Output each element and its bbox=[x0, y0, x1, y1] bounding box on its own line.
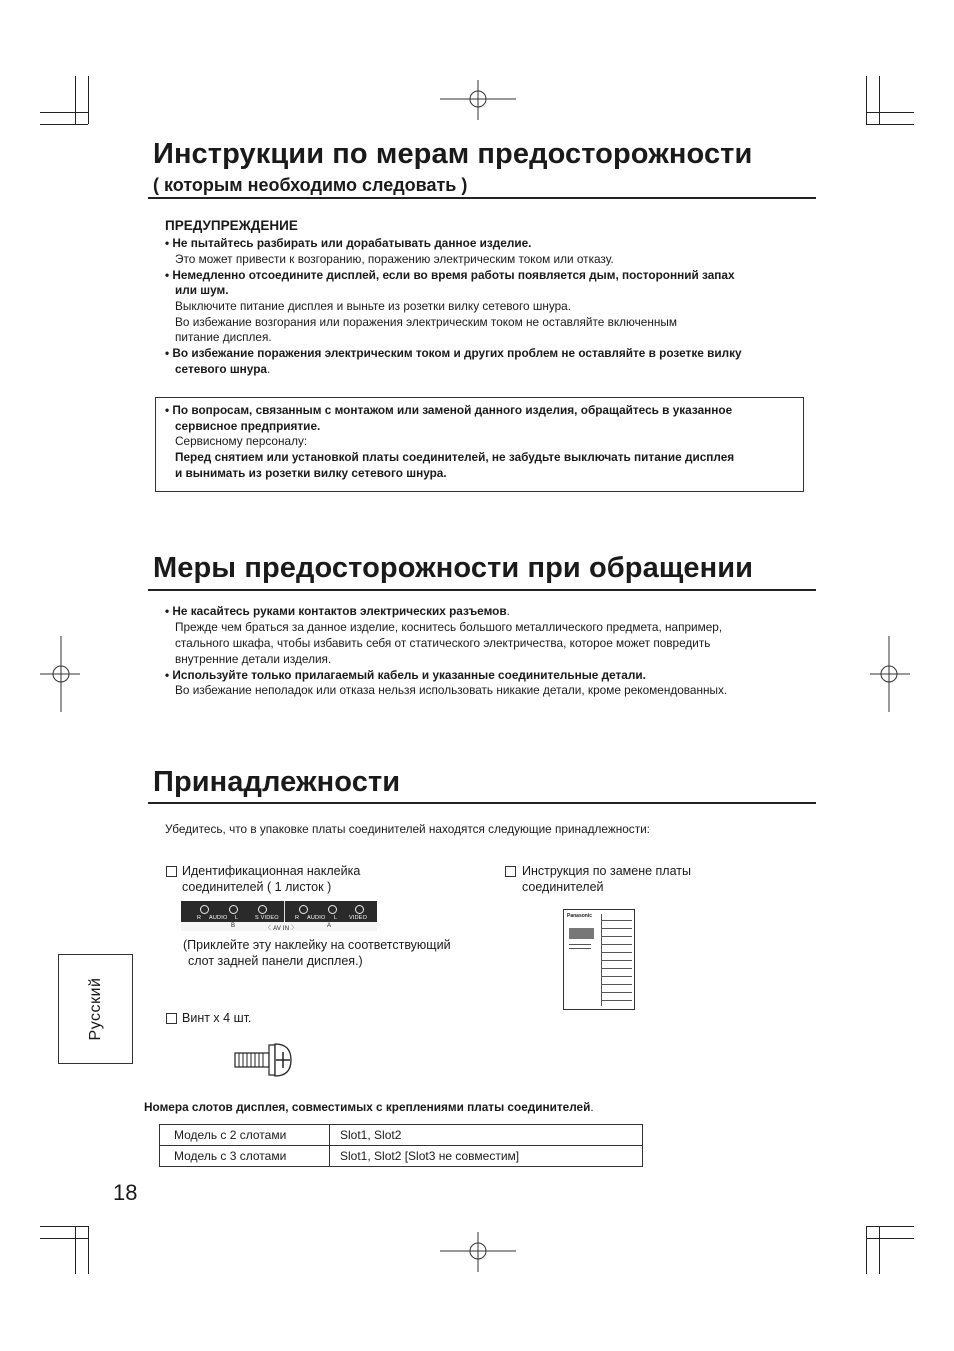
sticker-label: R bbox=[295, 915, 300, 921]
warning-item-3-bold: сетевого шнура bbox=[175, 362, 267, 376]
connector-id-sticker bbox=[181, 901, 377, 931]
service-notice-line: и вынимать из розетки вилку сетевого шнура. bbox=[175, 466, 447, 480]
jack-icon bbox=[328, 905, 337, 914]
booklet-line bbox=[602, 960, 632, 961]
crop-mark bbox=[866, 76, 867, 124]
crop-mark bbox=[40, 124, 88, 125]
section-title-handling: Меры предосторожности при обращении bbox=[153, 552, 754, 584]
sticker-group-av: 〈 AV IN 〉 bbox=[265, 926, 298, 932]
booklet-line bbox=[602, 952, 632, 953]
sticker-label: VIDEO bbox=[349, 915, 368, 921]
sticker-label: AUDIO bbox=[209, 915, 228, 921]
jack-icon bbox=[229, 905, 238, 914]
accessory-sticker-label: соединителей ( 1 листок ) bbox=[182, 880, 332, 894]
booklet-line bbox=[602, 984, 632, 985]
registration-mark-icon bbox=[870, 636, 910, 712]
service-notice-line: • По вопросам, связанным с монтажом или заменой данного изделия, обращайтесь в указанное bbox=[165, 403, 733, 417]
crop-mark bbox=[866, 1238, 914, 1239]
warning-item-3: • Во избежание поражения электрическим током и других проблем не оставляйте в розетке вилку bbox=[165, 346, 742, 360]
warning-item-3-cont bbox=[166, 362, 270, 378]
warning-item-2-text: Во избежание возгорания или поражения электрическим током не оставляйте включенным bbox=[175, 315, 677, 329]
sticker-label: AUDIO bbox=[307, 915, 326, 921]
sticker-instruction: слот задней панели дисплея.) bbox=[188, 954, 363, 968]
crop-mark bbox=[40, 1226, 88, 1227]
language-tab bbox=[58, 954, 133, 1064]
sticker-group-b: B bbox=[231, 923, 236, 929]
booklet-image bbox=[569, 928, 594, 939]
slots-heading bbox=[144, 1100, 594, 1116]
manual-booklet-icon bbox=[563, 909, 635, 1010]
accessory-sticker-label: Идентификационная наклейка bbox=[182, 864, 361, 878]
sticker-divider bbox=[284, 901, 285, 922]
table-cell-model: Модель с 3 слотами bbox=[160, 1146, 330, 1167]
sticker-strip bbox=[181, 922, 377, 931]
checkbox-icon bbox=[166, 1013, 177, 1024]
warning-item-1-text: Это может привести к возгоранию, поражению электрическим током или отказу. bbox=[175, 252, 614, 266]
booklet-line bbox=[602, 944, 632, 945]
slots-table bbox=[159, 1124, 643, 1167]
section-divider bbox=[148, 589, 816, 591]
crop-mark bbox=[88, 1226, 89, 1274]
section-title-safety: Инструкции по мерам предосторожности bbox=[153, 138, 753, 170]
section-divider bbox=[148, 197, 816, 199]
service-notice-line: сервисное предприятие. bbox=[175, 419, 321, 433]
booklet-line bbox=[602, 976, 632, 977]
handling-item-1-bold: • Не касайтесь руками контактов электрических разъемов bbox=[165, 604, 507, 618]
accessories-intro: Убедитесь, что в упаковке платы соединителей находятся следующие принадлежности: bbox=[165, 822, 650, 836]
checkbox-icon bbox=[166, 866, 177, 877]
language-tab-label: Русский bbox=[86, 977, 104, 1041]
handling-item-2-text: Во избежание неполадок или отказа нельзя использовать никакие детали, кроме рекомендованных. bbox=[175, 683, 728, 697]
sticker-group-a: A bbox=[327, 923, 332, 929]
service-notice-line: Сервисному персоналу: bbox=[175, 434, 308, 448]
warning-item-2-text: питание дисплея. bbox=[175, 330, 272, 344]
booklet-line bbox=[602, 928, 632, 929]
table-cell-slots: Slot1, Slot2 [Slot3 не совместим] bbox=[330, 1146, 643, 1167]
crop-mark bbox=[866, 112, 914, 113]
crop-mark bbox=[75, 1226, 76, 1274]
warning-item-2: • Немедленно отсоедините дисплей, если во время работы появляется дым, посторонний запах bbox=[165, 268, 735, 282]
section-divider bbox=[148, 802, 816, 804]
crop-mark bbox=[866, 124, 914, 125]
crop-mark bbox=[75, 76, 76, 124]
booklet-line bbox=[602, 936, 632, 937]
table-cell-model: Модель с 2 слотами bbox=[160, 1125, 330, 1146]
booklet-line bbox=[602, 992, 632, 993]
booklet-line bbox=[602, 920, 632, 921]
handling-item-2: • Используйте только прилагаемый кабель и указанные соединительные детали. bbox=[165, 668, 646, 682]
jack-icon bbox=[200, 905, 209, 914]
accessory-manual-label: Инструкция по замене платы bbox=[522, 864, 691, 878]
warning-item-2-text: Выключите питание дисплея и выньте из розетки вилку сетевого шнура. bbox=[175, 299, 572, 313]
booklet-brand: Panasonic bbox=[567, 913, 593, 919]
crop-mark bbox=[879, 76, 880, 124]
page-number: 18 bbox=[113, 1180, 138, 1205]
handling-item-1-text: Прежде чем браться за данное изделие, коснитесь большого металлического предмета, например, bbox=[175, 620, 723, 634]
crop-mark bbox=[879, 1226, 880, 1274]
handling-item-1 bbox=[165, 604, 510, 620]
handling-item-1-dot: . bbox=[506, 604, 510, 618]
jack-icon bbox=[258, 905, 267, 914]
sticker-label: L bbox=[334, 915, 338, 921]
sticker-label: S VIDEO bbox=[255, 915, 279, 921]
sticker-instruction: (Приклейте эту наклейку на соответствующий bbox=[183, 938, 451, 952]
warning-item-2-cont: или шум. bbox=[175, 283, 229, 297]
accessory-manual-label: соединителей bbox=[522, 880, 604, 894]
checkbox-icon bbox=[505, 866, 516, 877]
slots-heading-text: Номера слотов дисплея, совместимых с креплениями платы соединителей bbox=[144, 1100, 591, 1114]
handling-item-1-text: внутренние детали изделия. bbox=[175, 652, 332, 666]
registration-mark-icon bbox=[40, 636, 80, 712]
jack-icon bbox=[299, 905, 308, 914]
sticker-label: L bbox=[235, 915, 239, 921]
warning-item-1: • Не пытайтесь разбирать или дорабатывать данное изделие. bbox=[165, 236, 532, 250]
service-notice-line: Перед снятием или установкой платы соединителей, не забудьте выключать питание дисплея bbox=[175, 450, 735, 464]
table-cell-slots: Slot1, Slot2 bbox=[330, 1125, 643, 1146]
crop-mark bbox=[40, 1238, 88, 1239]
crop-mark bbox=[866, 1226, 914, 1227]
booklet-line bbox=[569, 944, 591, 945]
accessory-screw-label: Винт х 4 шт. bbox=[182, 1011, 252, 1025]
screw-icon bbox=[233, 1040, 295, 1080]
section-subtitle-safety: ( которым необходимо следовать ) bbox=[153, 175, 468, 195]
registration-mark-icon bbox=[440, 80, 516, 120]
booklet-line bbox=[602, 1000, 632, 1001]
crop-mark bbox=[88, 76, 89, 124]
registration-mark-icon bbox=[440, 1232, 516, 1272]
booklet-line bbox=[569, 948, 591, 949]
sticker-label: R bbox=[197, 915, 202, 921]
slots-heading-dot: . bbox=[590, 1100, 594, 1114]
crop-mark bbox=[866, 1226, 867, 1274]
warning-item-3-dot: . bbox=[266, 362, 271, 376]
jack-icon bbox=[355, 905, 364, 914]
section-title-accessories: Принадлежности bbox=[153, 766, 401, 798]
booklet-line bbox=[602, 968, 632, 969]
handling-item-1-text: стального шкафа, чтобы избавить себя от статического электричества, которое может повредить bbox=[175, 636, 711, 650]
warning-heading: ПРЕДУПРЕЖДЕНИЕ bbox=[165, 218, 298, 233]
crop-mark bbox=[40, 112, 88, 113]
table-row bbox=[160, 1146, 643, 1167]
table-row bbox=[160, 1125, 643, 1146]
